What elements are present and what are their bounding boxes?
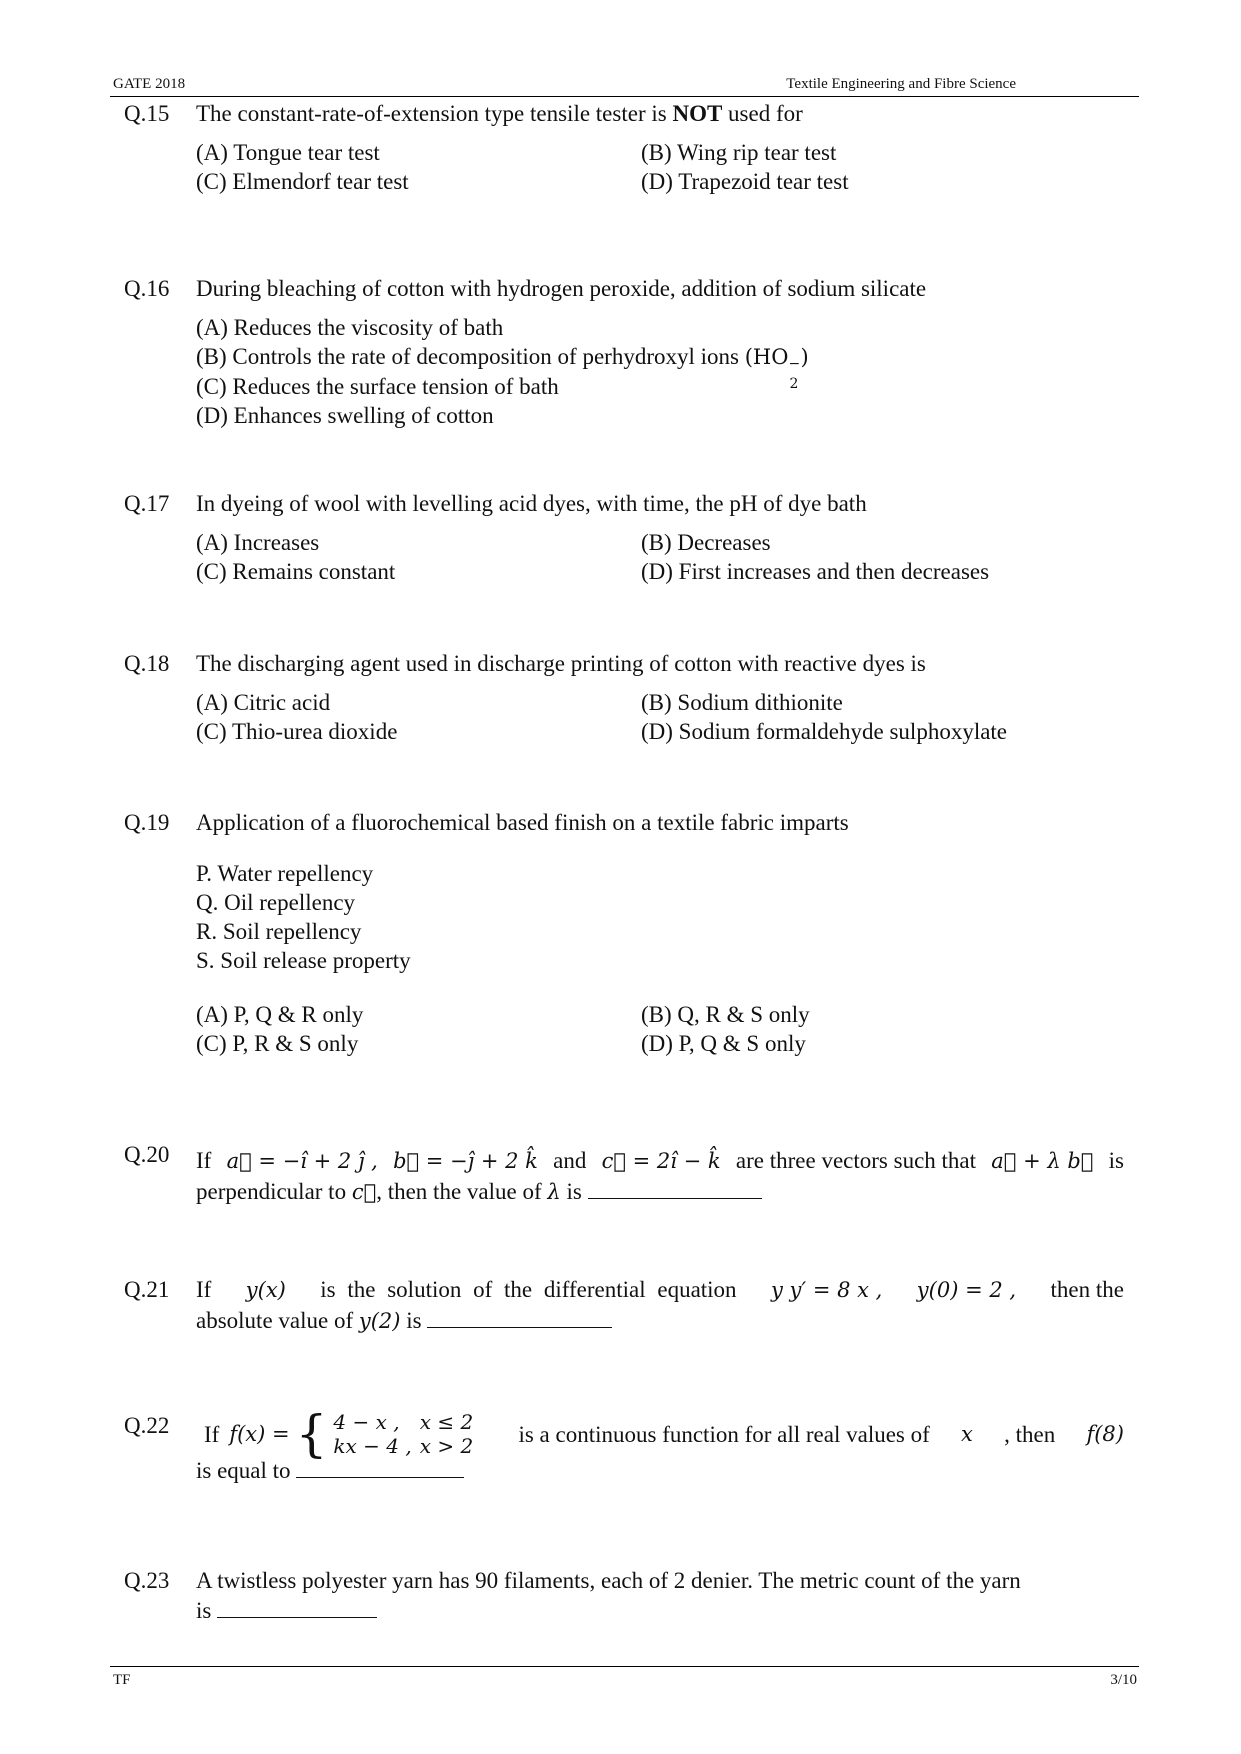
case-1-expression: 4 − x , <box>333 1410 400 1434</box>
option-d: (D) First increases and then decreases <box>641 559 990 584</box>
question-number: Q.20 <box>124 1142 170 1167</box>
question-number: Q.17 <box>124 491 170 516</box>
question-number: Q.22 <box>124 1413 170 1438</box>
text: absolute value of <box>196 1308 354 1333</box>
option-d: (D) Trapezoid tear test <box>641 169 849 194</box>
question-line-1: A twistless polyester yarn has 90 filaments, each of 2 denier. The metric count of the yarn <box>196 1568 1021 1593</box>
ion-base: (HO <box>744 345 789 369</box>
answer-blank[interactable] <box>296 1455 464 1478</box>
question-number: Q.18 <box>124 651 170 676</box>
text: , then the value of <box>376 1179 542 1204</box>
stem-text: The constant-rate-of-extension type tensile tester is <box>196 101 673 126</box>
option-c: (C) Thio-urea dioxide <box>196 719 398 744</box>
option-b: (B) Decreases <box>641 530 771 555</box>
question-number: Q.19 <box>124 810 170 835</box>
question-line-1 <box>196 1405 1124 1463</box>
question-line-2 <box>196 1176 1124 1207</box>
vector-c: c⃗ = 2î − k̂ <box>601 1149 721 1173</box>
question-stem: Application of a fluorochemical based finish on a textile fabric imparts <box>196 810 849 835</box>
option-a: (A) Reduces the viscosity of bath <box>196 315 504 340</box>
text: If <box>204 1421 220 1447</box>
initial-condition: y(0) = 2 , <box>916 1278 1017 1302</box>
lambda-symbol: λ <box>547 1180 561 1204</box>
options <box>196 528 1124 586</box>
question-line-2 <box>196 1595 1124 1625</box>
footer-rule <box>110 1666 1139 1667</box>
piecewise-cases <box>333 1410 481 1458</box>
option-a: (A) Citric acid <box>196 690 331 715</box>
ion-formula <box>744 345 809 392</box>
footer-paper-code: TF <box>113 1672 131 1688</box>
stem-emphasis: NOT <box>672 101 723 126</box>
option-d: (D) P, Q & S only <box>641 1031 806 1056</box>
option-d: (D) Sodium formaldehyde sulphoxylate <box>641 719 1008 744</box>
option-b: (B) Wing rip tear test <box>641 140 837 165</box>
statement-r: R. Soil repellency <box>196 919 362 944</box>
option-c: (C) Remains constant <box>196 559 396 584</box>
options <box>196 1000 1124 1058</box>
text: If <box>196 1277 212 1302</box>
answer-blank[interactable] <box>217 1595 377 1618</box>
header-paper-name: Textile Engineering and Fibre Science <box>786 76 1016 92</box>
question-stem: The discharging agent used in discharge printing of cotton with reactive dyes is <box>196 651 926 676</box>
question-line-1 <box>196 1146 1124 1176</box>
question-number: Q.21 <box>124 1277 170 1302</box>
question-line-2 <box>196 1455 1124 1485</box>
question-stem: In dyeing of wool with levelling acid dyes, with time, the pH of dye bath <box>196 491 867 516</box>
text: If <box>196 1148 212 1173</box>
answer-blank[interactable] <box>588 1176 762 1199</box>
option-d: (D) Enhances swelling of cotton <box>196 403 494 428</box>
option-a: (A) P, Q & R only <box>196 1002 364 1027</box>
option-a: (A) Tongue tear test <box>196 140 380 165</box>
ion-charge: − <box>788 356 801 372</box>
text: perpendicular to <box>196 1179 347 1204</box>
text: is <box>1108 1148 1124 1173</box>
statement-q: Q. Oil repellency <box>196 890 356 915</box>
vector-c: c⃗ <box>351 1180 377 1204</box>
variable-x: x <box>961 1421 973 1446</box>
text: is a continuous function for all real values of <box>518 1421 930 1447</box>
text: is equal to <box>196 1458 291 1483</box>
statement-p: P. Water repellency <box>196 861 374 886</box>
case-1-condition: x ≤ 2 <box>419 1410 474 1434</box>
text: and <box>553 1148 587 1173</box>
answer-blank[interactable] <box>427 1305 612 1328</box>
left-brace: { <box>295 1405 328 1463</box>
question-line-1 <box>196 1275 1124 1305</box>
question-number: Q.23 <box>124 1568 170 1593</box>
statement-list <box>196 859 1124 975</box>
case-2-condition: x > 2 <box>419 1434 474 1458</box>
case-2-expression: kx − 4 , <box>333 1434 412 1458</box>
text: is <box>566 1179 582 1204</box>
text: is <box>196 1598 212 1623</box>
question-stem: During bleaching of cotton with hydrogen peroxide, addition of sodium silicate <box>196 276 927 301</box>
text: , then <box>1004 1421 1056 1447</box>
header-exam-name: GATE 2018 <box>113 76 186 92</box>
vector-expression: a⃗ + λ b⃗ <box>991 1149 1094 1173</box>
ion-subscript: 2 <box>789 376 799 392</box>
vector-b: b⃗ = −ĵ + 2 k̂ <box>393 1149 538 1173</box>
footer-page-number: 3/10 <box>1110 1672 1137 1688</box>
options <box>196 313 1124 430</box>
text: is the solution of the differential equation <box>320 1277 737 1302</box>
differential-equation: y y′ = 8 x , <box>771 1278 883 1302</box>
question-number: Q.15 <box>124 101 170 126</box>
option-c: (C) Elmendorf tear test <box>196 169 409 194</box>
text: then the <box>1050 1277 1124 1302</box>
question-line-2 <box>196 1305 1124 1336</box>
function-y: y(x) <box>245 1278 286 1302</box>
option-b: (B) Sodium dithionite <box>641 690 843 715</box>
statement-s: S. Soil release property <box>196 948 411 973</box>
ion-close: ) <box>800 345 809 369</box>
options <box>196 138 1124 196</box>
function-f-at-8: f(8) <box>1086 1421 1124 1446</box>
function-y-at-2: y(2) <box>358 1309 401 1333</box>
stem-text: used for <box>722 101 803 126</box>
function-f: f(x) = <box>229 1421 290 1446</box>
option-c: (C) P, R & S only <box>196 1031 359 1056</box>
option-c: (C) Reduces the surface tension of bath <box>196 374 559 399</box>
text: are three vectors such that <box>735 1148 977 1173</box>
question-stem <box>196 99 1124 128</box>
piecewise-definition <box>196 1405 487 1463</box>
option-b-text: (B) Controls the rate of decomposition of perhydroxyl ions <box>196 344 739 369</box>
header-rule <box>110 96 1139 97</box>
vector-a: a⃗ = −î + 2 ĵ , <box>226 1149 378 1173</box>
text: is <box>406 1308 422 1333</box>
options <box>196 688 1124 746</box>
option-b: (B) Q, R & S only <box>641 1002 810 1027</box>
question-number: Q.16 <box>124 276 170 301</box>
option-a: (A) Increases <box>196 530 320 555</box>
